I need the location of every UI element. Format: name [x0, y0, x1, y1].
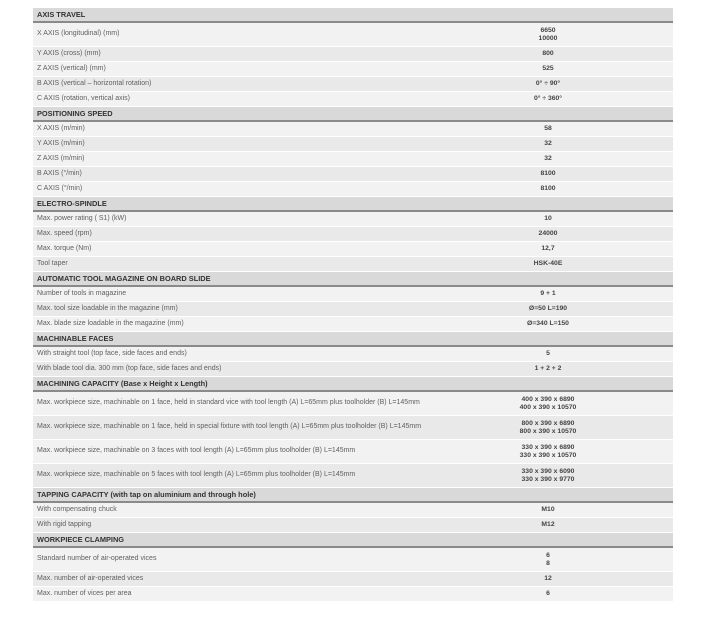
spec-label: Z AXIS (m/min)	[37, 154, 85, 162]
spec-label: C AXIS (°/min)	[37, 184, 83, 192]
spec-row	[33, 182, 673, 197]
spec-value	[463, 290, 673, 298]
spec-row	[33, 212, 673, 227]
spec-section	[33, 377, 673, 488]
spec-value-line: M10	[541, 506, 555, 513]
spec-value	[463, 215, 673, 223]
spec-value	[463, 396, 673, 412]
spec-row	[33, 392, 673, 416]
spec-section	[33, 8, 673, 107]
spec-label: Max. workpiece size, machinable on 1 face, held in standard vice with tool length (A) L=65mm plus toolholder (B) L=145mm	[37, 399, 420, 407]
spec-value	[463, 140, 673, 148]
spec-value-line: 400 x 390 x 6890	[521, 395, 575, 403]
spec-value	[463, 305, 673, 313]
spec-row	[33, 362, 673, 377]
spec-value-line: 400 x 390 x 10570	[519, 403, 577, 411]
spec-table	[33, 8, 673, 602]
section-title: POSITIONING SPEED	[33, 107, 673, 122]
spec-section	[33, 332, 673, 377]
spec-label: With compensating chuck	[37, 505, 117, 513]
spec-row	[33, 122, 673, 137]
section-title: TAPPING CAPACITY (with tap on aluminium and through hole)	[33, 488, 673, 503]
section-title: ELECTRO-SPINDLE	[33, 197, 673, 212]
spec-value	[463, 575, 673, 583]
spec-value-line: 330 x 390 x 6090	[521, 467, 575, 475]
spec-label: Max. power rating ( S1) (kW)	[37, 214, 127, 222]
spec-label: C AXIS (rotation, vertical axis)	[37, 94, 130, 102]
spec-row	[33, 62, 673, 77]
spec-value	[463, 125, 673, 133]
spec-row	[33, 503, 673, 518]
spec-row	[33, 227, 673, 242]
spec-row	[33, 152, 673, 167]
spec-value-line: 10	[544, 215, 552, 222]
spec-label: Z AXIS (vertical) (mm)	[37, 64, 106, 72]
spec-value	[463, 365, 673, 373]
spec-row	[33, 302, 673, 317]
spec-value	[463, 320, 673, 328]
spec-label: Max. number of vices per area	[37, 589, 132, 597]
spec-value-line: 0° ÷ 90°	[535, 80, 561, 87]
spec-value	[463, 521, 673, 529]
spec-section	[33, 197, 673, 272]
spec-value	[463, 155, 673, 163]
spec-value-line: 800 x 390 x 6890	[521, 419, 575, 427]
spec-value-line: 6	[546, 590, 550, 597]
spec-value-line: Ø=50 L=190	[528, 305, 568, 312]
spec-section	[33, 488, 673, 533]
spec-row	[33, 572, 673, 587]
spec-value-line: 6	[546, 551, 550, 559]
spec-row	[33, 257, 673, 272]
spec-row	[33, 464, 673, 488]
spec-label: Y AXIS (cross) (mm)	[37, 49, 101, 57]
spec-value-line: 32	[544, 140, 552, 147]
spec-value	[463, 50, 673, 58]
spec-label: B AXIS (vertical – horizontal rotation)	[37, 79, 152, 87]
spec-row	[33, 548, 673, 572]
spec-value	[463, 260, 673, 268]
spec-value	[463, 170, 673, 178]
spec-row	[33, 137, 673, 152]
spec-label: Max. workpiece size, machinable on 1 face, held in special fixture with tool length (A) L=65mm plus toolholder (B) L=145mm	[37, 423, 422, 431]
spec-value-line: 8	[546, 559, 550, 567]
spec-value-line: 12,7	[541, 245, 555, 252]
spec-value	[463, 420, 673, 436]
spec-row	[33, 242, 673, 257]
spec-value	[463, 27, 673, 43]
spec-label: With rigid tapping	[37, 520, 92, 528]
spec-row	[33, 287, 673, 302]
spec-row	[33, 167, 673, 182]
spec-row	[33, 587, 673, 602]
spec-value	[463, 95, 673, 103]
spec-section	[33, 533, 673, 602]
spec-value-line: 12	[544, 575, 552, 582]
spec-value	[463, 444, 673, 460]
section-title: AUTOMATIC TOOL MAGAZINE ON BOARD SLIDE	[33, 272, 673, 287]
spec-row	[33, 347, 673, 362]
spec-value	[463, 65, 673, 73]
spec-value-line: 1 + 2 + 2	[534, 365, 562, 372]
spec-value-line: 6650	[540, 26, 556, 34]
spec-value	[463, 80, 673, 88]
spec-row	[33, 440, 673, 464]
spec-label: Max. workpiece size, machinable on 5 faces with tool length (A) L=65mm plus toolholder (B) L=145mm	[37, 471, 356, 479]
spec-value-line: 330 x 390 x 10570	[519, 451, 577, 459]
spec-value	[463, 590, 673, 598]
spec-value-line: HSK-40E	[533, 260, 563, 267]
spec-row	[33, 47, 673, 62]
spec-value-line: 58	[544, 125, 552, 132]
spec-label: X AXIS (m/min)	[37, 124, 85, 132]
spec-row	[33, 92, 673, 107]
spec-label: Max. blade size loadable in the magazine (mm)	[37, 319, 184, 327]
spec-label: Max. torque (Nm)	[37, 244, 92, 252]
spec-value	[463, 230, 673, 238]
spec-value	[463, 185, 673, 193]
spec-row	[33, 77, 673, 92]
spec-label: Max. speed (rpm)	[37, 229, 92, 237]
spec-label: Standard number of air-operated vices	[37, 555, 157, 563]
spec-row	[33, 416, 673, 440]
spec-value-line: 525	[542, 65, 554, 72]
spec-value	[463, 350, 673, 358]
section-title: AXIS TRAVEL	[33, 8, 673, 23]
spec-row	[33, 317, 673, 332]
spec-value-line: 330 x 390 x 9770	[521, 475, 575, 483]
spec-value-line: 8100	[540, 185, 556, 192]
spec-label: With blade tool dia. 300 mm (top face, side faces and ends)	[37, 364, 222, 372]
section-title: MACHINING CAPACITY (Base x Height x Length)	[33, 377, 673, 392]
spec-value-line: 330 x 390 x 6890	[521, 443, 575, 451]
spec-label: Max. workpiece size, machinable on 3 faces with tool length (A) L=65mm plus toolholder (B) L=145mm	[37, 447, 356, 455]
spec-value	[463, 506, 673, 514]
spec-row	[33, 518, 673, 533]
spec-value-line: 32	[544, 155, 552, 162]
spec-value-line: 800 x 390 x 10570	[519, 427, 577, 435]
spec-value-line: 800	[542, 50, 554, 57]
spec-row	[33, 23, 673, 47]
spec-value	[463, 552, 673, 568]
spec-label: With straight tool (top face, side faces and ends)	[37, 349, 187, 357]
spec-value-line: 10000	[538, 34, 558, 42]
spec-value-line: 9 + 1	[540, 290, 556, 297]
spec-value-line: 8100	[540, 170, 556, 177]
spec-label: Number of tools in magazine	[37, 289, 127, 297]
spec-value	[463, 468, 673, 484]
spec-label: X AXIS (longitudinal) (mm)	[37, 30, 120, 38]
spec-label: Max. number of air-operated vices	[37, 574, 144, 582]
section-title: WORKPIECE CLAMPING	[33, 533, 673, 548]
spec-value-line: M12	[541, 521, 555, 528]
spec-section	[33, 107, 673, 197]
section-title: MACHINABLE FACES	[33, 332, 673, 347]
spec-section	[33, 272, 673, 332]
spec-label: Tool taper	[37, 259, 68, 267]
spec-value	[463, 245, 673, 253]
spec-value-line: 24000	[538, 230, 558, 237]
spec-label: Max. tool size loadable in the magazine (mm)	[37, 304, 178, 312]
spec-value-line: 0° ÷ 360°	[533, 95, 563, 102]
spec-value-line: Ø=340 L=150	[527, 320, 569, 327]
spec-value-line: 5	[546, 350, 550, 357]
spec-label: Y AXIS (m/min)	[37, 139, 85, 147]
spec-label: B AXIS (°/min)	[37, 169, 82, 177]
